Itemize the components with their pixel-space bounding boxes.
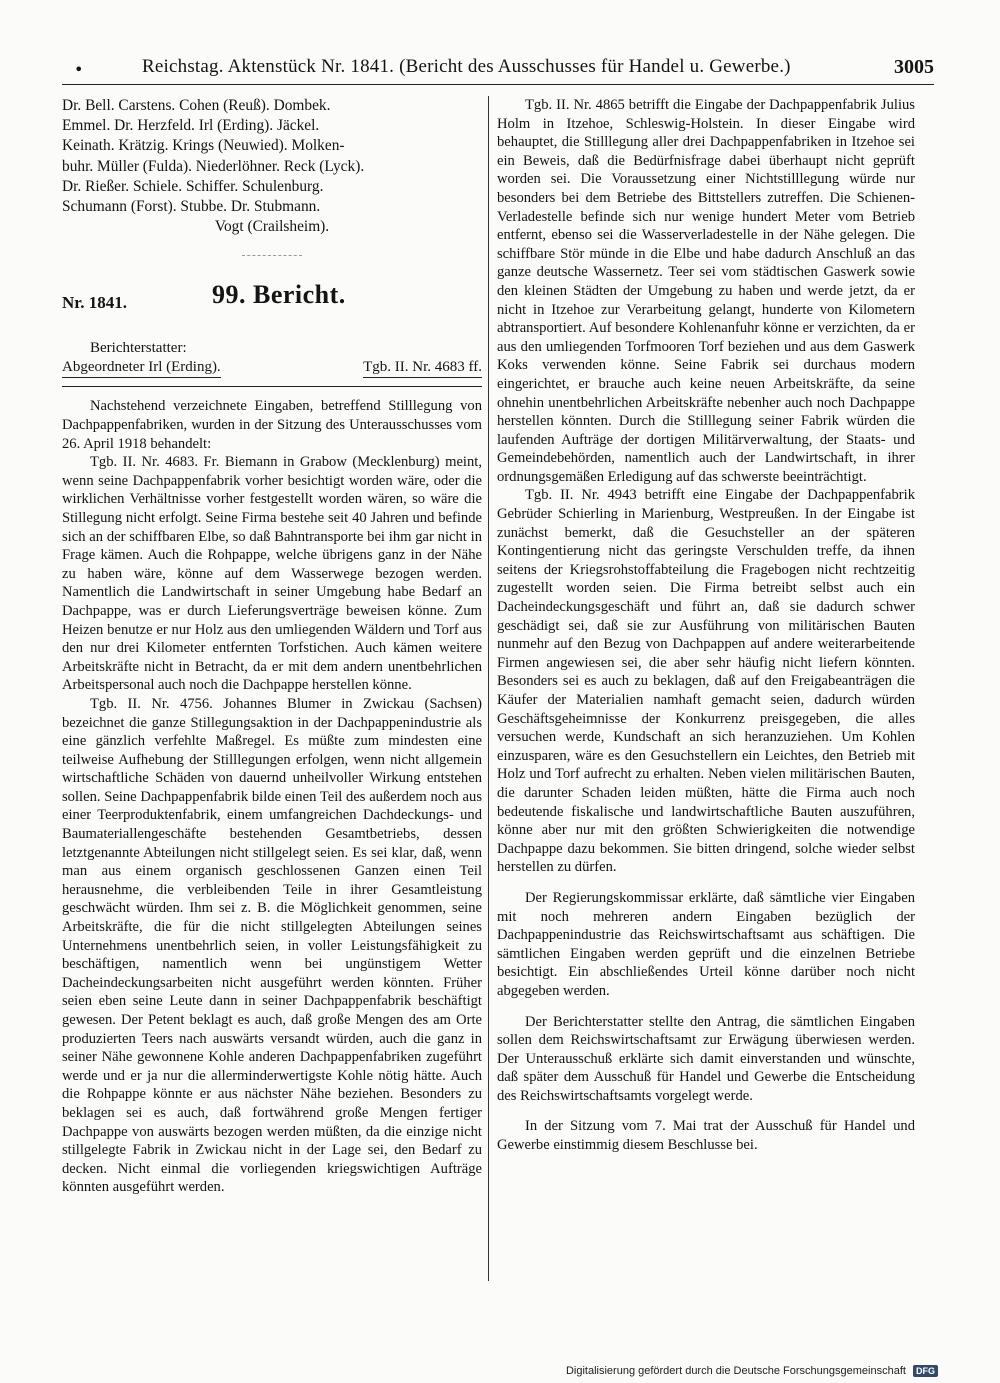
member-line: Dr. Rießer. Schiele. Schiffer. Schulenburg. — [62, 177, 324, 195]
paragraph: Der Berichterstatter stellte den Antrag, die sämtlichen Eingaben sollen dem Reichswirtschaftsamt zur Erwägung überwiesen werden. Der Unterausschuß erklärte sich damit einverstanden und wünschte, daß später dem Ausschuß für Handel und Gewerbe die Entscheidung des Reichswirtschaftsamts vorgelegt werde. — [497, 1013, 915, 1104]
paragraph: Tgb. II. Nr. 4683. Fr. Biemann in Grabow (Mecklenburg) meint, wenn seine Dachpappenfabrik vorher besichtigt worden wäre, oder die wirklichen Verhältnisse vorher festgestellt worden wären, so wäre die Stillegung nicht erfolgt. Seine Firma bestehe seit 40 Jahren und befinde sich an der schiffbaren Elbe, so daß Bahntransporte bei ihm gar nicht in Frage kämen. Auch die Rohpappe, welche übrigens ganz in der Nähe zu haben wäre, könne auf dem Wasserwege bezogen werden. Namentlich die Landwirtschaft in seiner Umgebung habe Bedarf an Dachpappe, was er durch Lieferungsverträge beweisen könne. Zum Heizen benutze er nur Holz aus den umliegenden Wäldern und Torf aus den nur drei Kilometer entfernten Torfstichen. Auch kämen weitere Arbeitskräfte nicht in Betracht, da er mit dem andern unentbehrlichen Arbeitspersonal auch noch die Dachpappe herstellen könne. — [62, 454, 482, 694]
paragraph: Tgb. II. Nr. 4865 betrifft die Eingabe der Dachpappenfabrik Julius Holm in Itzehoe, Schleswig-Holstein. In dieser Eingabe wird behauptet, die Stilllegung aller drei Dachpappenfabriken in Itzehoe sei ein Beweis, daß die Bedürfnisfrage dabei überhaupt nicht geprüft worden sei. Die Voraussetzung einer Nichtstilllegung würde nur besonders bei dem Betriebe des Bittstellers zutreffen. Die Schienen-Verladestelle befinde sich nur wenige hundert Meter vom Betrieb entfernt, ebenso sei die Wasserverladestelle in der Nähe gelegen. Die schiffbare Stör münde in die Elbe und habe dadurch Anschluß an das ganze deutsche Wassernetz. Teer sei vom städtischen Gaswerk sowie den kleinen Städten der Umgebung zu haben und werde jetzt, da er nicht in Itzehoe zur Verarbeitung gelangt, hunderte von Kilometern abtransportiert. Auf besondere Kohlenanfuhr könne er verzichten, da er aus den umliegenden Torfmooren Torf beziehen und aus dem Gaswerk Koks verwenden könne. Seine Fabrik sei durchaus modern eingerichtet, er brauche auch keine neuen Arbeitskräfte, da seine ohnehin unentbehrlichen Arbeitskräfte nebenher auch noch Dachpappe herstellen könnten. Durch die Stilllegung seiner Fabrik würden die laufenden Aufträge der dortigen Militärverwaltung, der Staats- und Gemeindebehörden, namentlich auch der Landwirtschaft, in ihrer ordnungsgemäßen Erledigung auf das schwerste beeinträchtigt. — [497, 97, 915, 485]
member-line: Emmel. Dr. Herzfeld. Irl (Erding). Jäckel. — [62, 117, 320, 135]
left-column — [62, 96, 482, 1197]
paragraph: Tgb. II. Nr. 4943 betrifft eine Eingabe der Dachpappenfabrik Gebrüder Schierling in Marienburg, Westpreußen. In der Eingabe ist zunächst bemerkt, daß die Gesuchsteller an der späteren Kontingentierung nicht das geringste Verschulden treffe, da ihnen seitens der Kriegsrohstoffabteilung die Fragebogen nicht rechtzeitig zugestellt worden seien. Die Firma betreibt selbst auch ein Dacheindeckungsgeschäft und führt an, daß sie dadurch schwer geschädigt sei, daß sie zur Ausführung von militärischen Bauten nunmehr auf den Bezug von Dachpappen auf andere weiterarbeitende Firmen angewiesen sei, die aber sehr häufig nicht liefern könnten. Besonders sei es auch zu beklagen, daß auf den Freigabeanträgen die Käufer der Materialien namhaft gemacht seien, dadurch würden Geschäftsgeheimnisse der Konkurrenz preisgegeben, die alles versuchen werde, Kundschaft an sich heranzuziehen. Um Kohlen einzusparen, wäre es den Gesuchstellern ein Leichtes, den Betrieb mit Holz und Torf aufrecht zu erhalten. Neben vielen militärischen Bauten, die darunter Schaden leiden müßten, hätte die Firma auch noch bedeutende fiskalische und landwirtschaftliche Bauten auszuführen, könne aber nur mit den größten Schwierigkeiten die notwendige Dachpappe dazu bekommen. Sie bitten dringend, solche wieder selbst herstellen zu dürfen. — [497, 487, 915, 876]
dfg-logo: DFG — [913, 1365, 938, 1377]
reporter-name: Abgeordneter Irl (Erding). — [62, 358, 221, 378]
right-column — [497, 96, 915, 1155]
reporter-line — [62, 358, 482, 380]
member-line: Schumann (Forst). Stubbe. Dr. Stubmann. — [62, 198, 321, 216]
reporter-label: Berichterstatter: — [90, 340, 187, 357]
report-number: Nr. 1841. — [62, 293, 128, 313]
running-title: Reichstag. Aktenstück Nr. 1841. (Bericht des Ausschusses für Handel u. Gewerbe.) — [142, 56, 791, 77]
page-number: 3005 — [894, 56, 934, 78]
report-heading — [62, 280, 482, 322]
member-line: buhr. Müller (Fulda). Niederlöhner. Reck (Lyck). — [62, 157, 365, 175]
page-header — [62, 56, 934, 85]
header-mark: • — [74, 60, 84, 79]
report-title: 99. Bericht. — [212, 280, 346, 310]
member-line: Dr. Bell. Carstens. Cohen (Reuß). Dombek. — [62, 97, 331, 114]
spacer — [497, 877, 915, 889]
paragraph: Der Regierungskommissar erklärte, daß sämtliche vier Eingaben mit noch mehreren andern Eingaben bezüglich der Dachpappenindustrie das Reichswirtschaftsamt aus schäftigen. Die sämtlichen Eingaben werden geprüft und die einzelnen Betriebe besichtigt. Ein abschließendes Urteil könne darüber noch nicht abgegeben werden. — [497, 889, 915, 999]
column-divider — [488, 96, 489, 1281]
paragraph: Tgb. II. Nr. 4756. Johannes Blumer in Zwickau (Sachsen) bezeichnet die ganze Stillegungsaktion in der Dachpappenindustrie als eine gänzlich verfehlte Maßregel. Es müßte zum mindesten eine teilweise Aufhebung der Stilllegungen erfolgen, wenn nicht allgemein wirtschaftliche Schäden von dauernd unheilvoller Wirkung entstehen sollen. Seine Dachpappenfabrik bilde einen Teil des außerdem noch aus einer Teerproduktenfabrik, einem umfangreichen Dachdeckungs- und Baumateriallengeschäfte bestehenden Gesamtbetriebs, dessen letztgenannte Abteilungen nicht stillgelegt seien. Es sei klar, daß, wenn man aus einem organisch geschlossenen Ganzen einen Teil herausnehme, die verbleibenden Teile in ihrer Gesamtleistung geschwächt würden. Ihm sei z. B. die Möglichkeit genommen, seine Arbeitskräfte, die für die nicht stillgelegten Abteilungen seines Unternehmens unentbehrlich seien, in voller Leistungsfähigkeit zu beschäftigen, namentlich wenn bei ungünstigem Wetter Dacheindeckungsarbeiten nicht ausgeführt werden könnten. Früher seien eben seine Leute dann in seiner Dachpappenfabrik beschäftigt gewesen. Der Petent beklagt es auch, daß große Mengen des am Orte produzierten Teers nach auswärts versandt würden, auch die ganz in seiner Nähe gewonnene Kohle anderen Dachpappenfabriken zugeführt werde und er ja nur die allerminderwertigste Kohle nötig hätte. Auch die Rohpappe könnte er aus nächster Nähe beziehen. Besonders zu beklagen sei es auch, daß fortwährend große Mengen fertiger Dachpappe von auswärts bezogen werden müßten, da die einzige nicht stillgelegte Fabrik in Zwickau nicht in der Lage sei, den Bedarf zu decken. Nicht einmal die vorliegenden kriegswichtigen Aufträge könnten ausgeführt werden. — [62, 695, 482, 1196]
member-list — [62, 96, 482, 237]
paragraph: In der Sitzung vom 7. Mai trat der Ausschuß für Handel und Gewerbe einstimmig diesem Beschlusse bei. — [497, 1118, 915, 1154]
footer-text: Digitalisierung gefördert durch die Deutsche Forschungsgemeinschaft — [565, 1365, 906, 1377]
paragraph: Nachstehend verzeichnete Eingaben, betreffend Stilllegung von Dachpappenfabriken, wurden in der Sitzung des Unterausschusses vom 26. April 1918 behandelt: — [62, 398, 482, 452]
member-line: Vogt (Crailsheim). — [214, 218, 330, 236]
spacer — [497, 1001, 915, 1013]
heading-rule — [62, 386, 482, 387]
reference-number: Tgb. II. Nr. 4683 ff. — [363, 358, 482, 378]
short-divider — [242, 255, 302, 256]
member-line: Keinath. Krätzig. Krings (Neuwied). Molken- — [62, 137, 345, 155]
spacer — [497, 1105, 915, 1117]
footer-credit — [566, 1365, 938, 1377]
